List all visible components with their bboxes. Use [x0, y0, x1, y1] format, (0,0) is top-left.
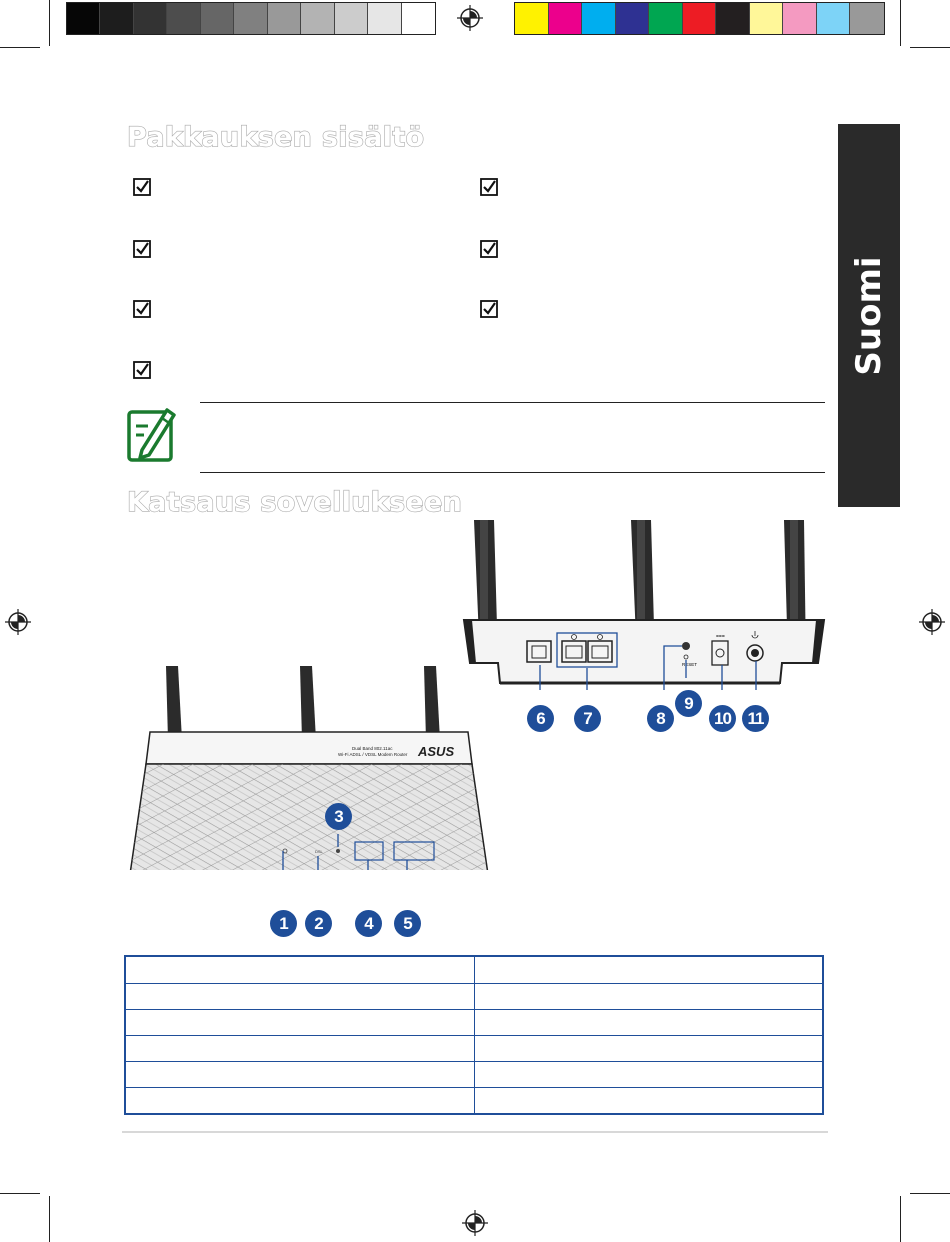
color-swatch — [167, 3, 200, 34]
table-cell — [125, 1088, 474, 1115]
checkbox-checked-icon — [133, 361, 151, 379]
color-swatch — [402, 3, 435, 34]
table-cell — [474, 1036, 823, 1062]
table-row — [125, 1036, 823, 1062]
callout-badge-10: 10 — [709, 705, 736, 732]
table-cell — [474, 956, 823, 984]
color-swatch — [549, 3, 583, 34]
router-model-line1: Dual Band 802.11ac — [352, 746, 393, 751]
language-tab — [838, 124, 900, 507]
checkbox-checked-icon — [133, 300, 151, 318]
color-swatch — [368, 3, 401, 34]
color-swatch — [301, 3, 334, 34]
checkbox-checked-icon — [133, 240, 151, 258]
checkbox-checked-icon — [480, 178, 498, 196]
color-swatch — [716, 3, 750, 34]
color-swatch — [134, 3, 167, 34]
color-swatch — [201, 3, 234, 34]
color-swatch — [616, 3, 650, 34]
callout-badge-2: 2 — [305, 910, 332, 937]
reset-label: RESET — [682, 662, 698, 667]
color-swatch — [649, 3, 683, 34]
table-cell — [474, 1088, 823, 1115]
callout-badge-5: 5 — [394, 910, 421, 937]
crop-mark — [910, 47, 950, 48]
table-row — [125, 1062, 823, 1088]
crop-mark — [49, 1196, 50, 1242]
checkbox-checked-icon — [133, 178, 151, 196]
callout-badge-1: 1 — [270, 910, 297, 937]
color-swatch — [683, 3, 717, 34]
crop-mark — [900, 1196, 901, 1242]
crop-mark — [910, 1193, 950, 1194]
table-cell — [125, 956, 474, 984]
table-row — [125, 1010, 823, 1036]
table-cell — [125, 1062, 474, 1088]
table-cell — [474, 1010, 823, 1036]
color-swatch — [850, 3, 884, 34]
crop-mark — [0, 47, 40, 48]
callout-badge-7: 7 — [574, 705, 601, 732]
crop-mark — [49, 0, 50, 46]
grayscale-calibration-bar — [66, 2, 436, 35]
package-contents-title: Pakkauksen sisältö — [127, 122, 425, 153]
callout-badge-9: 9 — [675, 690, 702, 717]
table-row — [125, 1088, 823, 1115]
table-cell — [125, 984, 474, 1010]
color-swatch — [335, 3, 368, 34]
registration-mark-icon — [4, 608, 32, 636]
footer-rule — [122, 1131, 828, 1133]
crop-mark — [900, 0, 901, 46]
table-cell — [474, 984, 823, 1010]
svg-text:DSL: DSL — [315, 849, 323, 854]
registration-mark-icon — [461, 1209, 489, 1237]
callout-badge-4: 4 — [355, 910, 382, 937]
color-swatch — [234, 3, 267, 34]
color-swatch — [783, 3, 817, 34]
table-row — [125, 984, 823, 1010]
color-swatch — [817, 3, 851, 34]
checkbox-checked-icon — [480, 240, 498, 258]
router-brand-logo: ASUS — [418, 744, 455, 759]
table-cell — [125, 1036, 474, 1062]
router-model-line2: Wi-Fi ADSL / VDSL Modem Router — [338, 752, 408, 757]
note-text — [205, 415, 815, 460]
table-cell — [125, 1010, 474, 1036]
registration-mark-icon — [456, 4, 484, 32]
color-swatch — [750, 3, 784, 34]
note-bottom-rule — [200, 472, 825, 473]
callout-badge-3: 3 — [325, 803, 352, 830]
callout-badge-6: 6 — [527, 705, 554, 732]
svg-text:===: === — [716, 634, 725, 640]
note-pen-icon — [126, 404, 176, 462]
crop-mark — [0, 1193, 40, 1194]
color-swatch — [515, 3, 549, 34]
table-cell — [474, 1062, 823, 1088]
feature-table — [124, 955, 824, 1115]
checkbox-checked-icon — [480, 300, 498, 318]
color-swatch — [67, 3, 100, 34]
callout-badge-11: 11 — [742, 705, 769, 732]
color-swatch — [100, 3, 133, 34]
overview-title: Katsaus sovellukseen — [127, 487, 463, 518]
language-tab-label: Suomi — [849, 255, 889, 376]
registration-mark-icon — [918, 608, 946, 636]
table-row — [125, 956, 823, 984]
color-calibration-bar — [514, 2, 885, 35]
callout-badge-8: 8 — [647, 705, 674, 732]
note-top-rule — [200, 402, 825, 403]
color-swatch — [268, 3, 301, 34]
color-swatch — [582, 3, 616, 34]
router-front-view — [120, 660, 500, 870]
router-rear-view — [460, 520, 830, 690]
